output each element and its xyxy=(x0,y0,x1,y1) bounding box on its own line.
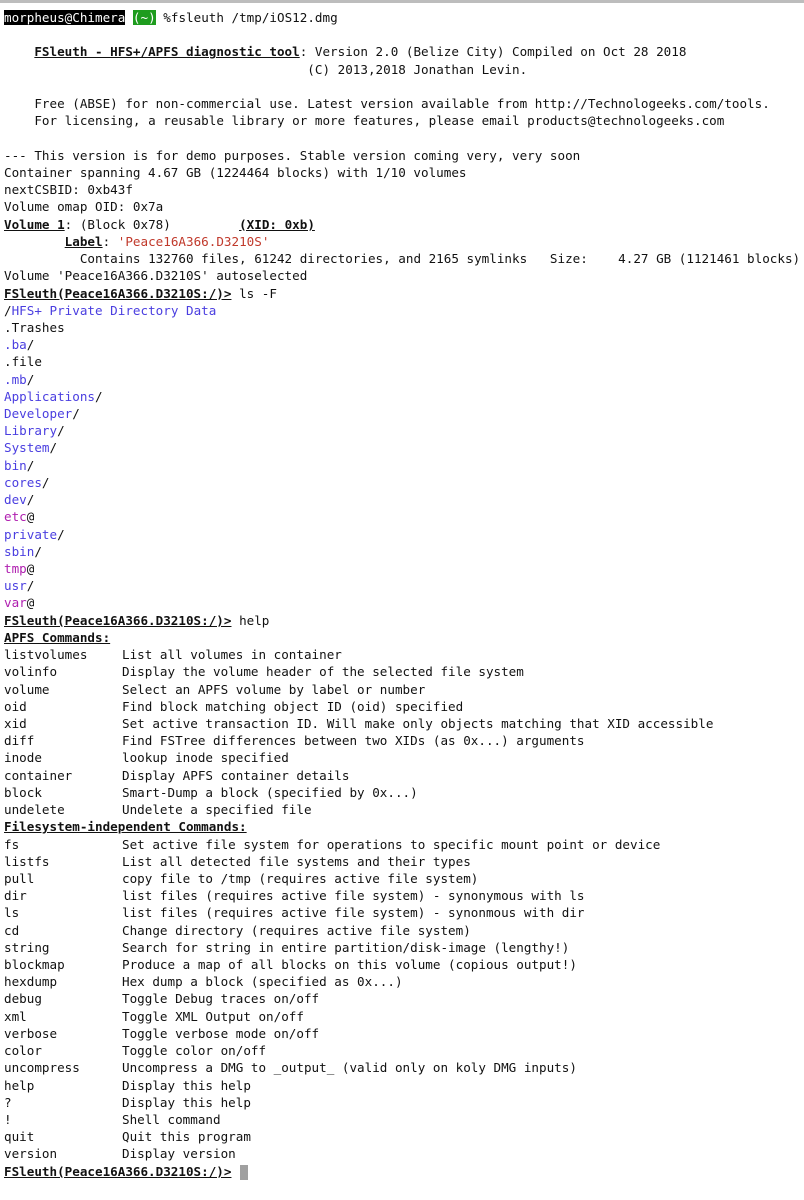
help-command-row xyxy=(0,853,804,870)
ls-entry xyxy=(0,457,804,474)
banner-copyright-line xyxy=(0,61,804,78)
help-command-row xyxy=(0,749,804,766)
command-description: Toggle Debug traces on/off xyxy=(122,991,320,1007)
command-name: verbose xyxy=(4,1025,58,1041)
command-name: color xyxy=(4,1043,42,1059)
ls-entry-suffix: / xyxy=(26,578,35,594)
command-name: block xyxy=(4,784,42,800)
container-info: Container spanning 4.67 GB (1224464 blocks) with 1/10 volumes xyxy=(4,164,467,180)
ls-entry xyxy=(0,405,804,422)
command-name: volume xyxy=(4,681,50,697)
command-description: Find block matching object ID (oid) specified xyxy=(122,698,464,714)
ls-entry-suffix: @ xyxy=(26,595,35,611)
ls-entry-name: bin xyxy=(4,457,27,473)
ls-entry-name: Developer xyxy=(4,406,73,422)
prompt-user-host: morpheus@Chimera xyxy=(4,10,126,25)
help-command-row xyxy=(0,973,804,990)
ls-entry xyxy=(0,560,804,577)
command-description: Smart-Dump a block (specified by 0x...) xyxy=(122,784,418,800)
command-name: volinfo xyxy=(4,664,58,680)
ls-entry-suffix: / xyxy=(26,457,35,473)
banner-copyright: (C) 2013,2018 Jonathan Levin. xyxy=(307,61,528,77)
command-name: container xyxy=(4,767,73,783)
shell-command: fsleuth /tmp/iOS12.dmg xyxy=(170,10,338,25)
banner-version: : Version 2.0 (Belize City) Compiled on Oct 28 2018 xyxy=(299,44,687,60)
banner-title: FSleuth - HFS+/APFS diagnostic tool xyxy=(34,44,300,60)
ls-entry xyxy=(0,336,804,353)
next-csbid: nextCSBID: 0xb43f xyxy=(4,182,133,198)
banner-license-line: For licensing, a reusable library or more features, please email products@technologeeks.com xyxy=(34,113,725,129)
help-command-row xyxy=(0,801,804,818)
command-description: lookup inode specified xyxy=(122,750,289,766)
help-command-row xyxy=(0,1025,804,1042)
help-command-row xyxy=(0,1094,804,1111)
ls-entry-suffix: / xyxy=(41,474,50,490)
command-name: xid xyxy=(4,715,27,731)
command-name: cd xyxy=(4,922,20,938)
command-description: Undelete a specified file xyxy=(122,802,312,818)
banner-free-line: Free (ABSE) for non-commercial use. Latest version available from http://Technologeeks.com/tools. xyxy=(34,96,770,112)
label-key: Label xyxy=(64,233,103,249)
command-description: Search for string in entire partition/disk-image (lengthy!) xyxy=(122,939,570,955)
command-description: Uncompress a DMG to _output_ (valid only on koly DMG inputs) xyxy=(122,1060,577,1076)
command-description: Display version xyxy=(122,1146,236,1162)
help-command-row xyxy=(0,990,804,1007)
command-name: xml xyxy=(4,1008,27,1024)
command-name: undelete xyxy=(4,802,65,818)
demo-notice: --- This version is for demo purposes. Stable version coming very, very soon xyxy=(4,147,581,163)
command-description: Toggle XML Output on/off xyxy=(122,1008,304,1024)
help-command-row xyxy=(0,1042,804,1059)
fs-prompt-line-active[interactable] xyxy=(0,1163,804,1180)
apfs-commands-header: APFS Commands: xyxy=(4,629,111,645)
ls-entry xyxy=(0,508,804,525)
command-description: Display the volume header of the selected file system xyxy=(122,664,524,680)
command-description: Change directory (requires active file system) xyxy=(122,922,471,938)
command-description: Set active transaction ID. Will make only objects matching that XID accessible xyxy=(122,715,714,731)
ls-output xyxy=(0,302,804,612)
ls-entry xyxy=(0,353,804,370)
ls-entry-suffix: / xyxy=(49,440,58,456)
banner-title-line xyxy=(0,43,804,60)
command-description: copy file to /tmp (requires active file system) xyxy=(122,870,479,886)
prompt-symbol: % xyxy=(163,10,171,25)
command-name: dir xyxy=(4,888,27,904)
command-name: uncompress xyxy=(4,1060,80,1076)
ls-entry xyxy=(0,526,804,543)
volume-label: Volume 1 xyxy=(4,216,65,232)
ls-entry-prefix: / xyxy=(4,302,12,318)
volume-header-line: Volume 1: (Block 0x78) (XID: 0xb) xyxy=(4,216,315,232)
label-value: 'Peace16A366.D3210S' xyxy=(117,233,270,249)
ls-entry-suffix: / xyxy=(95,388,103,404)
volume-label-line: Label: 'Peace16A366.D3210S' xyxy=(64,233,270,249)
ls-entry-suffix: @ xyxy=(26,509,35,525)
ls-entry-suffix: / xyxy=(57,423,65,439)
ls-entry xyxy=(0,474,804,491)
ls-entry-suffix: @ xyxy=(26,561,35,576)
help-command-row xyxy=(0,698,804,715)
ls-entry-name: .ba xyxy=(4,337,27,353)
help-command-row xyxy=(0,887,804,904)
fsleuth-prompt: FSleuth(Peace16A366.D3210S:/)> xyxy=(4,1163,232,1179)
ls-entry-name: tmp xyxy=(4,561,27,576)
command-name: help xyxy=(4,1077,35,1093)
fs-command-list xyxy=(0,836,804,1163)
command-name: oid xyxy=(4,698,27,714)
command-description: Display this help xyxy=(122,1094,251,1110)
ls-entry-suffix: / xyxy=(72,406,80,422)
command-description: Toggle color on/off xyxy=(122,1043,267,1059)
help-command-row xyxy=(0,681,804,698)
command-name: pull xyxy=(4,870,35,886)
command-name: inode xyxy=(4,750,42,766)
help-command-row xyxy=(0,956,804,973)
ls-entry-name: dev xyxy=(4,492,27,508)
command-name: ? xyxy=(4,1094,12,1110)
ls-entry-name: cores xyxy=(4,474,42,490)
ls-entry xyxy=(0,302,804,319)
command-name: debug xyxy=(4,991,42,1007)
fsleuth-prompt: FSleuth(Peace16A366.D3210S:/)> xyxy=(4,285,232,301)
help-command-row xyxy=(0,870,804,887)
ls-entry-name: sbin xyxy=(4,543,35,559)
command-name: hexdump xyxy=(4,974,58,990)
ls-entry xyxy=(0,577,804,594)
command-name: listvolumes xyxy=(4,647,88,663)
command-description: List all volumes in container xyxy=(122,647,342,663)
help-command-row xyxy=(0,939,804,956)
text-cursor[interactable] xyxy=(240,1165,248,1180)
command-name: fs xyxy=(4,836,20,852)
apfs-command-list xyxy=(0,646,804,818)
volume-xid: (XID: 0xb) xyxy=(239,216,315,232)
command-name: string xyxy=(4,939,50,955)
command-description: List all detected file systems and their types xyxy=(122,853,471,869)
ls-entry-name: HFS+ Private Directory Data xyxy=(11,302,217,318)
help-command-row xyxy=(0,646,804,663)
ls-entry-name: var xyxy=(4,595,27,611)
ls-entry xyxy=(0,439,804,456)
command-description: list files (requires active file system) - synonmous with dir xyxy=(122,905,585,921)
command-name: blockmap xyxy=(4,957,65,973)
ls-entry-name: Library xyxy=(4,423,58,439)
ls-entry-name: .mb xyxy=(4,371,27,387)
ls-entry-name: .Trashes xyxy=(4,319,65,335)
help-command-row xyxy=(0,836,804,853)
help-command-row xyxy=(0,922,804,939)
help-command-row xyxy=(0,732,804,749)
help-command-row xyxy=(0,663,804,680)
volume-autoselected: Volume 'Peace16A366.D3210S' autoselected xyxy=(4,268,308,284)
command-description: Set active file system for operations to specific mount point or device xyxy=(122,836,661,852)
command-description: list files (requires active file system) - synonymous with ls xyxy=(122,888,585,904)
ls-entry-suffix: / xyxy=(34,543,42,559)
command-name: ! xyxy=(4,1112,12,1127)
command-description: Toggle verbose mode on/off xyxy=(122,1025,320,1041)
ls-entry-name: Applications xyxy=(4,388,95,404)
ls-entry-name: .file xyxy=(4,354,42,370)
help-command-row xyxy=(0,1111,804,1128)
help-command-row xyxy=(0,1077,804,1094)
ls-entry xyxy=(0,594,804,611)
help-command-row xyxy=(0,1059,804,1076)
command-description: Quit this program xyxy=(122,1129,251,1145)
command-description: Hex dump a block (specified as 0x...) xyxy=(122,974,403,990)
command-name: ls xyxy=(4,905,20,921)
help-command-row xyxy=(0,767,804,784)
command-description: Produce a map of all blocks on this volume (copious output!) xyxy=(122,957,577,973)
fs-prompt-line xyxy=(0,612,804,629)
ls-entry-suffix: / xyxy=(57,526,65,542)
fs-prompt-line xyxy=(0,285,804,302)
command-description: Find FSTree differences between two XIDs (as 0x...) arguments xyxy=(122,733,585,749)
ls-entry xyxy=(0,422,804,439)
ls-entry xyxy=(0,371,804,388)
help-command-row xyxy=(0,1145,804,1162)
volume-omap: Volume omap OID: 0x7a xyxy=(4,199,164,215)
command-name: diff xyxy=(4,733,35,749)
command-name: quit xyxy=(4,1129,35,1145)
shell-prompt-line xyxy=(0,9,804,26)
ls-entry-name: etc xyxy=(4,509,27,525)
help-command-row xyxy=(0,715,804,732)
fsleuth-prompt: FSleuth(Peace16A366.D3210S:/)> xyxy=(4,612,232,628)
help-command-row xyxy=(0,904,804,921)
help-command-row xyxy=(0,1128,804,1145)
command-description: Display APFS container details xyxy=(122,767,350,783)
ls-entry xyxy=(0,491,804,508)
command-name: version xyxy=(4,1146,58,1162)
ls-command: ls -F xyxy=(239,285,277,301)
command-description: Shell command xyxy=(122,1112,221,1127)
ls-entry-suffix: / xyxy=(26,371,35,387)
ls-entry-suffix: / xyxy=(26,492,35,508)
ls-entry xyxy=(0,319,804,336)
volume-contains: Contains 132760 files, 61242 directories, and 2165 symlinks Size: 4.27 GB (1121461 blocks) xyxy=(79,251,801,267)
command-name: listfs xyxy=(4,853,50,869)
ls-entry-name: private xyxy=(4,526,58,542)
ls-entry xyxy=(0,388,804,405)
prompt-directory: (~) xyxy=(132,10,156,25)
help-command-row xyxy=(0,1008,804,1025)
command-description: Select an APFS volume by label or number xyxy=(122,681,426,697)
help-command: help xyxy=(239,612,270,628)
help-command-row xyxy=(0,784,804,801)
command-description: Display this help xyxy=(122,1077,251,1093)
ls-entry-name: usr xyxy=(4,578,27,594)
ls-entry xyxy=(0,543,804,560)
fs-commands-header: Filesystem-independent Commands: xyxy=(4,819,247,835)
ls-entry-suffix: / xyxy=(26,337,35,353)
ls-entry-name: System xyxy=(4,440,50,456)
